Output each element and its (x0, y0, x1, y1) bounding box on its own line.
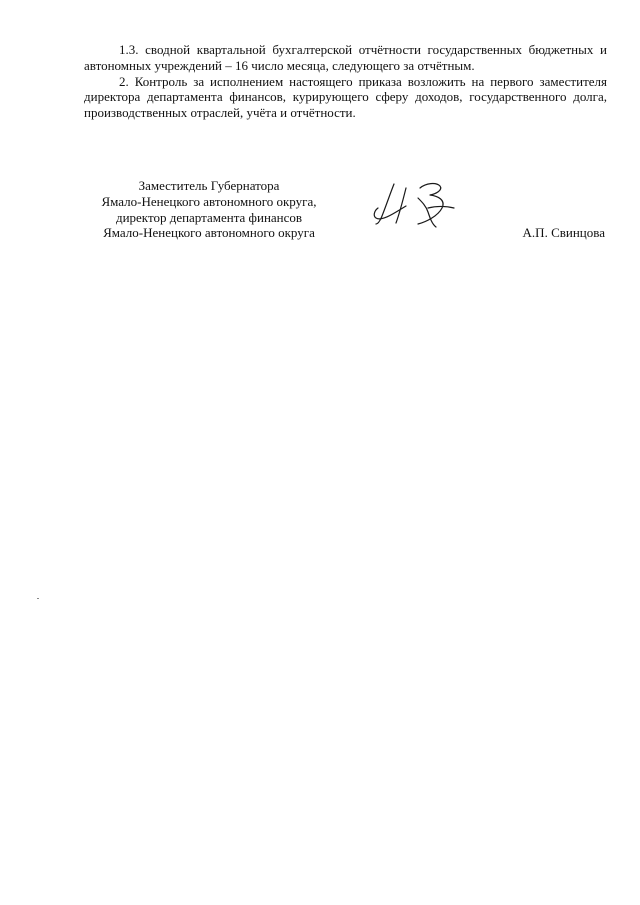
signatory-title-line: Заместитель Губернатора (138, 178, 280, 193)
paragraph-2: 2. Контроль за исполнением настоящего приказа возложить на первого заместителя директора департамента финансов, курирующего сферу доходов, государственного долга, производственных отраслей, учёта и отчётности. (84, 73, 607, 121)
paragraph-1-3: 1.3. сводной квартальной бухгалтерской отчётности государственных бюджетных и автономных учреждений – 16 число месяца, следующего за отчётным. (84, 42, 607, 73)
signatory-name: А.П. Свинцова (522, 225, 605, 240)
signature-block (84, 178, 607, 248)
scan-speck (37, 598, 39, 599)
signatory-title (84, 178, 334, 241)
signatory-title-line: Ямало-Ненецкого автономного округа, (101, 193, 317, 209)
handwritten-signature (366, 178, 466, 230)
signatory-title-line: директор департамента финансов (115, 209, 303, 225)
signatory-title-line: Ямало-Ненецкого автономного округа (103, 225, 315, 241)
document-body (84, 42, 607, 121)
